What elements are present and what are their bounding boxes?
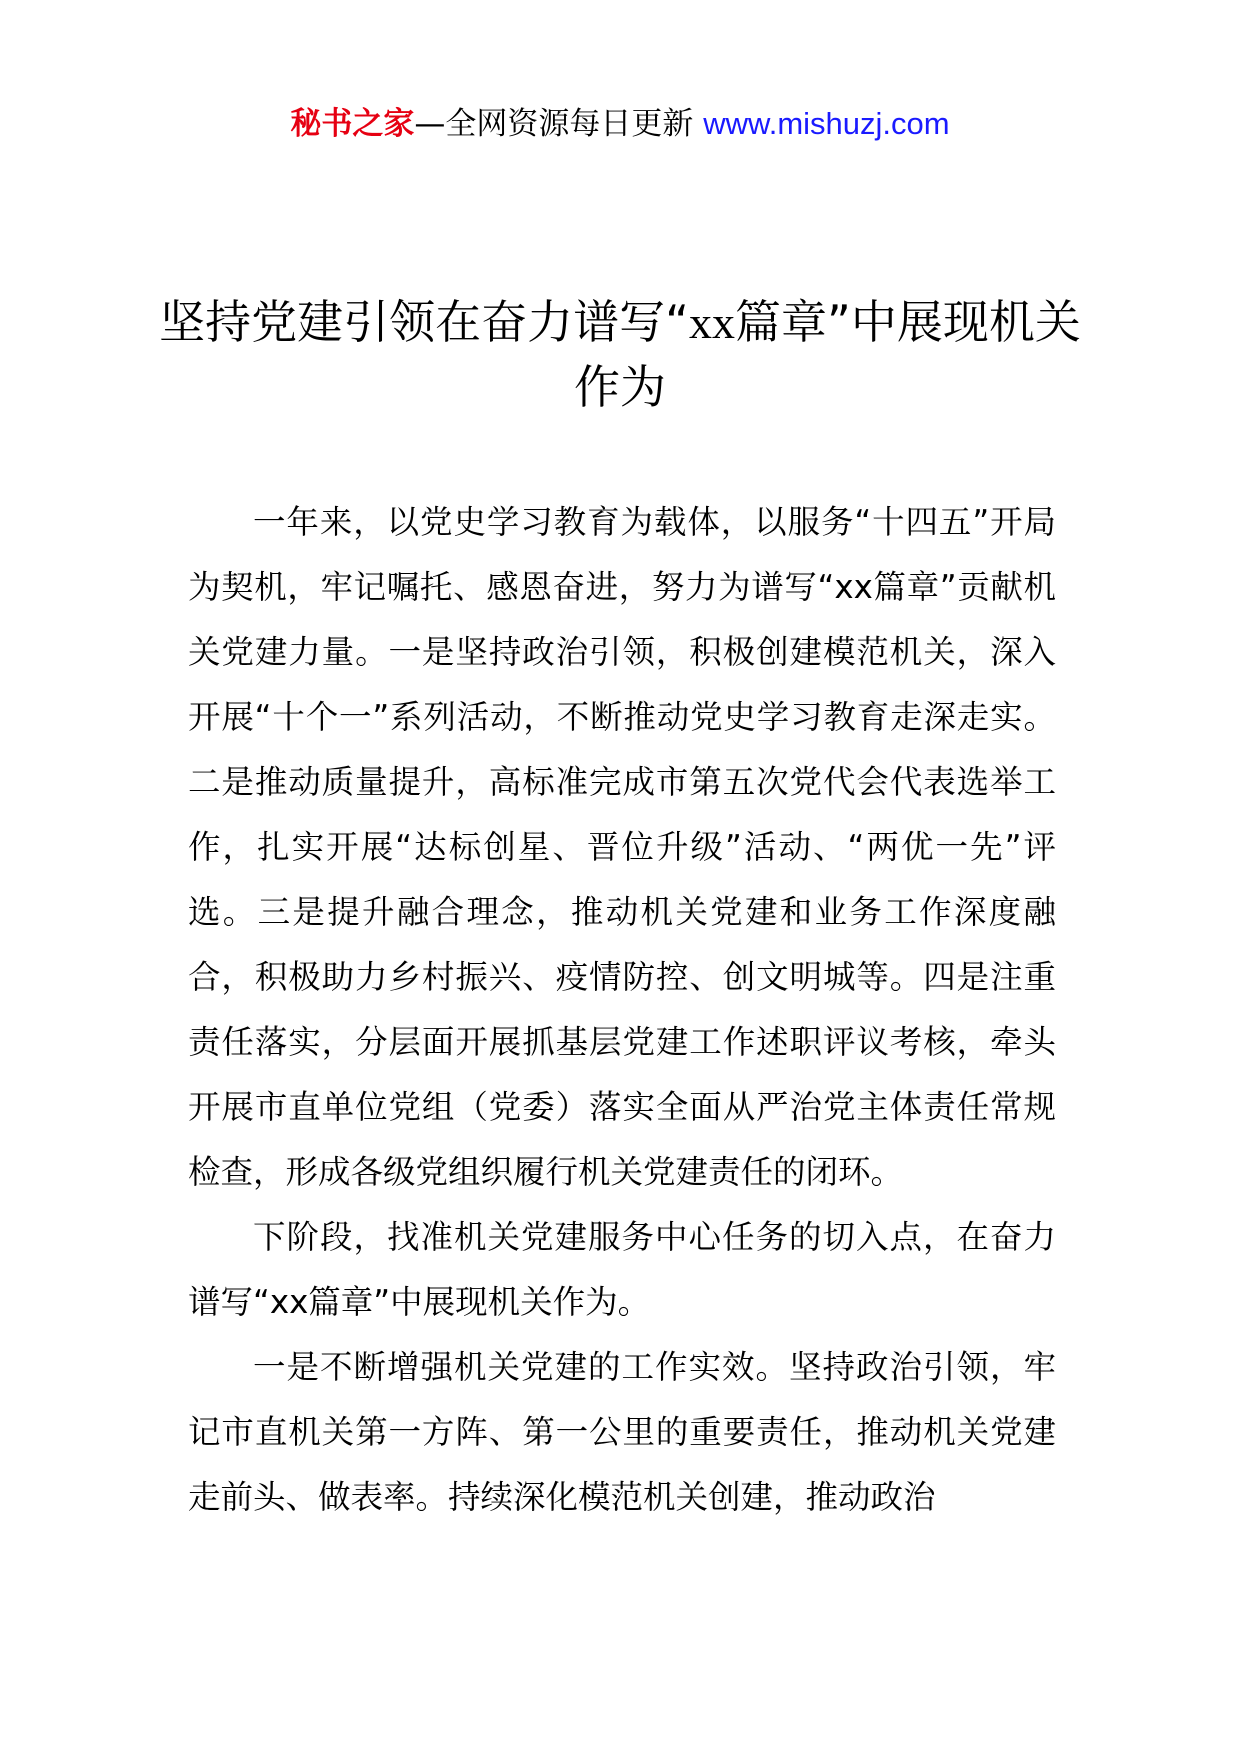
site-brand: 秘书之家: [290, 106, 415, 142]
document-body: [188, 490, 1056, 1530]
site-url[interactable]: www.mishuzj.com: [703, 106, 950, 141]
paragraph-2: 下阶段，找准机关党建服务中心任务的切入点，在奋力谱写“xx篇章”中展现机关作为。: [188, 1218, 1056, 1321]
site-header: [0, 100, 1240, 148]
site-slogan: —全网资源每日更新: [414, 106, 704, 142]
document-title: [150, 290, 1090, 419]
title-part-2: xx: [689, 297, 735, 348]
title-part-1: 坚持党建引领在奋力谱写“: [159, 295, 689, 349]
paragraph-3: 一是不断增强机关党建的工作实效。坚持政治引领，牢记市直机关第一方阵、第一公里的重要责任，推动机关党建走前头、做表率。持续深化模范机关创建，推动政治: [188, 1348, 1056, 1516]
paragraph-1: 一年来，以党史学习教育为载体，以服务“十四五”开局为契机，牢记嘱托、感恩奋进，努力为谱写“xx篇章”贡献机关党建力量。一是坚持政治引领，积极创建模范机关，深入开展“十个一”系列活动，不断推动党史学习教育走深走实。二是推动质量提升，高标准完成市第五次党代会代表选举工作，扎实开展“达标创星、晋位升级”活动、“两优一先”评选。三是提升融合理念，推动机关党建和业务工作深度融合，积极助力乡村振兴、疫情防控、创文明城等。四是注重责任落实，分层面开展抓基层党建工作述职评议考核，牵头开展市直单位党组（党委）落实全面从严治党主体责任常规检查，形成各级党组织履行机关党建责任的闭环。: [188, 503, 1056, 1191]
title-part-3: 篇章”中展现机关作为: [574, 295, 1081, 414]
